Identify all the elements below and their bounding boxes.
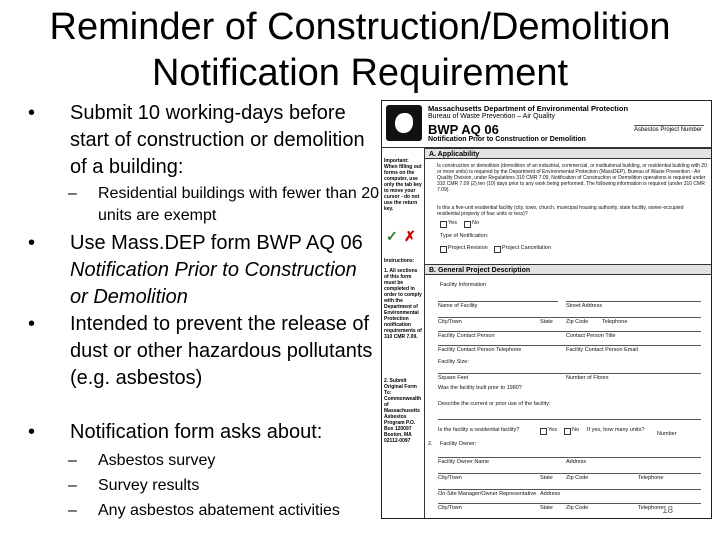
bullet-dot: • xyxy=(28,421,36,443)
label-telephone: Telephone xyxy=(602,319,628,325)
form-bureau: Bureau of Waste Prevention – Air Quality xyxy=(428,113,555,120)
slide-title xyxy=(0,4,720,96)
bullet-2-text xyxy=(70,230,375,311)
form-sidebar-instructions: Instructions: xyxy=(384,258,415,264)
project-cancellation-label: Project Cancellation xyxy=(502,245,551,251)
label-telephone-3: Telephone xyxy=(638,505,664,511)
label-address: Address xyxy=(566,459,587,465)
yes-label: Yes xyxy=(448,220,457,226)
label-residential-facility: Is the facility a residential facility? xyxy=(438,427,520,433)
project-revision-label: Project Revision xyxy=(448,245,488,251)
label-state: State xyxy=(540,319,553,325)
label-zip-code: Zip Code xyxy=(566,319,589,325)
title-line-2: Notification Requirement xyxy=(151,52,569,94)
field-line xyxy=(438,301,558,302)
sub-bullet-exempt-text: Residential buildings with fewer than 20 units are exempt xyxy=(98,185,380,224)
project-revision-checkbox xyxy=(440,246,447,253)
form-sidebar-important: Important: When filling out forms on the computer, use only the tab key to move your cursor - do not use the return key. xyxy=(384,158,422,212)
label-facility-size: Facility Size: xyxy=(438,359,469,365)
label-facility-owner: Facility Owner: xyxy=(440,441,477,447)
field-line xyxy=(438,489,701,490)
residential-no-checkbox xyxy=(564,428,571,435)
label-state-2: State xyxy=(540,475,553,481)
field-line xyxy=(438,345,701,346)
residential-yes-label: Yes xyxy=(548,427,557,433)
form-section-b: B. General Project Description xyxy=(425,264,711,275)
residential-yes-checkbox xyxy=(540,428,547,435)
field-line xyxy=(438,373,701,374)
label-built-prior-1980: Was the facility built prior to 1980? xyxy=(438,385,522,391)
form-id: BWP AQ 06 xyxy=(428,122,499,137)
label-zip-code-2: Zip Code xyxy=(566,475,589,481)
label-number: Number xyxy=(657,431,677,437)
label-zip-code-3: Zip Code xyxy=(566,505,589,511)
bullet-1-text: Submit 10 working-days before start of construction or demolition of a building: xyxy=(70,102,365,178)
sub-bullet-abatement-text: Any asbestos abatement activities xyxy=(98,502,340,519)
facility-information: Facility Information xyxy=(440,282,487,288)
type-of-notification: Type of Notification: xyxy=(440,233,489,239)
label-facility-contact-person: Facility Contact Person xyxy=(438,333,495,339)
form-sidebar-note-1: 1. All sections of this form must be completed in order to comply with the Department of Environmental Protection notification requirements of 310 CMR 7.09. xyxy=(384,268,422,340)
label-street-address: Street Address xyxy=(566,303,603,309)
sub-bullet-dash: – xyxy=(68,185,77,202)
label-facility-owner-name: Facility Owner Name xyxy=(438,459,490,465)
title-line-1: Reminder of Construction/Demolition xyxy=(49,6,671,48)
label-number-of-floors: Number of Floors xyxy=(566,375,609,381)
label-city-town-2: City/Town xyxy=(438,475,462,481)
form-image-bwp-aq06 xyxy=(381,100,712,519)
label-onsite-manager: On-Site Manager/Owner Representative xyxy=(438,491,537,497)
label-name-of-facility: Name of Facility xyxy=(438,303,478,309)
sub-bullet-dash: – xyxy=(68,477,77,494)
bullet-2-form-name: Notification Prior to Construction or Demolition xyxy=(70,259,357,308)
form-section-a: A. Applicability xyxy=(425,148,711,159)
label-state-3: State xyxy=(540,505,553,511)
field-line xyxy=(438,457,701,458)
label-address-2: Address xyxy=(540,491,561,497)
label-how-many-units: If yes, how many units? xyxy=(587,427,645,433)
label-item-2: 2. xyxy=(428,441,433,447)
form-sidebar xyxy=(382,148,425,518)
sub-bullet-dash: – xyxy=(68,502,77,519)
bullet-dot: • xyxy=(28,232,36,254)
sub-bullet-dash: – xyxy=(68,452,77,469)
no-checkbox xyxy=(464,221,471,228)
field-line xyxy=(438,503,701,504)
project-cancellation-checkbox xyxy=(494,246,501,253)
form-asbestos-project-number: Asbestos Project Number xyxy=(634,127,703,133)
label-city-town-3: City/Town xyxy=(438,505,462,511)
sub-bullet-results-text: Survey results xyxy=(98,477,200,494)
sub-bullet-survey-text: Asbestos survey xyxy=(98,452,216,469)
massdep-logo-icon xyxy=(386,105,422,141)
field-line xyxy=(566,301,701,302)
bullet-3-text: Intended to prevent the release of dust or other hazardous pollutants (e.g. asbestos) xyxy=(70,313,373,389)
field-line xyxy=(438,419,701,420)
bullet-4-text: Notification form asks about: xyxy=(70,421,323,443)
label-describe-use: Describe the current or prior use of the facility: xyxy=(438,401,551,407)
form-residential-question: Is this a five-unit residential facility (city, town, church, municipal housing authority, state facility, owner-occupied residential property of four units or less)? xyxy=(437,205,684,217)
field-line xyxy=(438,331,701,332)
field-line xyxy=(438,473,701,474)
form-sidebar-note-2: 2. Submit Original Form To: Commonwealth of Massachusetts Asbestos Program P.O. Box 120097 Boston, MA 02112-0097 xyxy=(384,378,422,444)
bullet-dot: • xyxy=(28,313,36,335)
residential-no-label: No xyxy=(572,427,580,433)
yes-checkbox xyxy=(440,221,447,228)
no-label: No xyxy=(472,220,480,226)
label-square-feet: Square Feet xyxy=(438,375,469,381)
label-facility-contact-email: Facility Contact Person Email xyxy=(566,347,638,353)
bullet-dot: • xyxy=(28,102,36,124)
cross-icon: ✗ xyxy=(404,228,416,244)
form-title: Notification Prior to Construction or Demolition xyxy=(428,136,586,143)
label-facility-contact-telephone: Facility Contact Person Telephone xyxy=(438,347,522,353)
check-icon: ✓ xyxy=(386,228,398,244)
label-contact-person-title: Contact Person Title xyxy=(566,333,616,339)
label-city-town: City/Town xyxy=(438,319,462,325)
bullet-2-plain: Use Mass.DEP form BWP AQ 06 xyxy=(70,232,363,254)
form-header xyxy=(382,101,711,148)
page-number: 18 xyxy=(662,505,674,516)
field-line xyxy=(438,317,701,318)
form-applicability-text: Is construction or demolition (demolition of an industrial, commercial, or institutional building, or residential building with 20 or more units) is required by the Department of Environmental Protection (MassDEP), Bureau of Waste Prevention - Air Quality Division, under Regulations 310 CMR 7.09, Notification of Construction or Demolition operations is required under 310 CMR 7.09 (2) ten (10) days prior to any work being performed. The following information is required (under 310 CMR 7.09). xyxy=(437,163,707,193)
label-telephone-2: Telephone xyxy=(638,475,664,481)
form-agency: Massachusetts Department of Environmental Protection xyxy=(428,104,629,113)
